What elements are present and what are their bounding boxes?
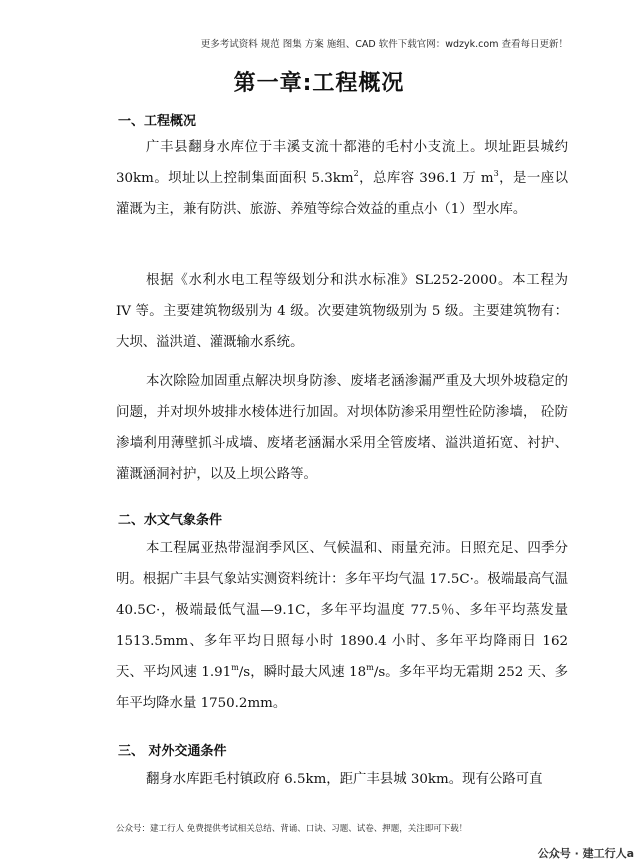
section-heading-2: 二、水文气象条件 <box>118 513 223 528</box>
top-banner: 更多考试资料 规范 图集 方案 施组、CAD 软件下载官网：wdzyk.com 查看每日更新！ <box>200 39 568 50</box>
paragraph-1-1-text-c: ，是一座以灌溉为主，兼有防洪、旅游、养殖等综合效益的重点小（1）型水库。 <box>116 171 569 217</box>
paragraph-1-1-text-b: ，总库容 396.1 万 m <box>358 171 494 186</box>
chapter-title: 第一章:工程概况 <box>233 71 405 96</box>
paragraph-1-3: 本次除险加固重点解决坝身防渗、废堵老涵渗漏严重及大坝外坡稳定的问题，并对坝外坡排水棱体进行加固。对坝体防渗采用塑性砼防渗墙， 砼防渗墙利用薄壁抓斗成墙、废堵老涵漏水采用全管废堵、溢洪道拓宽、衬护、灌溉涵洞衬护，以及上坝公路等。 <box>116 374 568 482</box>
paragraph-1-1 <box>116 132 568 225</box>
superscript-km2: 2 <box>353 169 359 178</box>
superscript-m3: 3 <box>493 169 499 178</box>
paragraph-1-1-text-a: 广丰县翻身水库位于丰溪支流十都港的毛村小支流上。坝址距县城约 30km。坝址以上控制集面面积 5.3km <box>116 140 568 186</box>
superscript-wind-unit-2: m <box>366 663 374 672</box>
superscript-wind-unit-1: m <box>231 663 239 672</box>
section-heading-1: 一、工程概况 <box>118 114 197 129</box>
paragraph-2-1-text-c: /s。多年平均无霜期 252 天、多年平均降水量 1750.2mm。 <box>116 665 568 711</box>
paragraph-2-1-text-b: /s，瞬时最大风速 18 <box>238 665 367 680</box>
footer-note: 公众号：建工行人 免费提供考试相关总结、背诵、口诀、习题、试卷、押题，关注即可下载！ <box>116 824 468 834</box>
paragraph-2-1-text-a: 本工程属亚热带湿润季风区、气候温和、雨量充沛。日照充足、四季分明。根据广丰县气象站实测资料统计：多年平均气温 17.5C·。极端最高气温 40.5C·，极端最低气温—9.1C，多年平均温度 77.5％、多年平均蒸发量 1513.5mm、多年平均日照每小时 1890.4 小时、多年平均降雨日 162 天、平均风速 1.91 <box>116 541 568 680</box>
section-heading-3: 三、 对外交通条件 <box>118 744 227 759</box>
paragraph-2-1 <box>116 533 568 719</box>
watermark: 公众号 · 建工行人a <box>537 847 634 860</box>
paragraph-3-1: 翻身水库距毛村镇政府 6.5km，距广丰县城 30km。现有公路可直 <box>146 772 543 787</box>
paragraph-1-2: 根据《水利水电工程等级划分和洪水标准》SL252-2000。本工程为 IV 等。主要建筑物级别为 4 级。次要建筑物级别为 5 级。主要建筑物有：大坝、溢洪道、灌溉输水系统。 <box>116 273 568 350</box>
